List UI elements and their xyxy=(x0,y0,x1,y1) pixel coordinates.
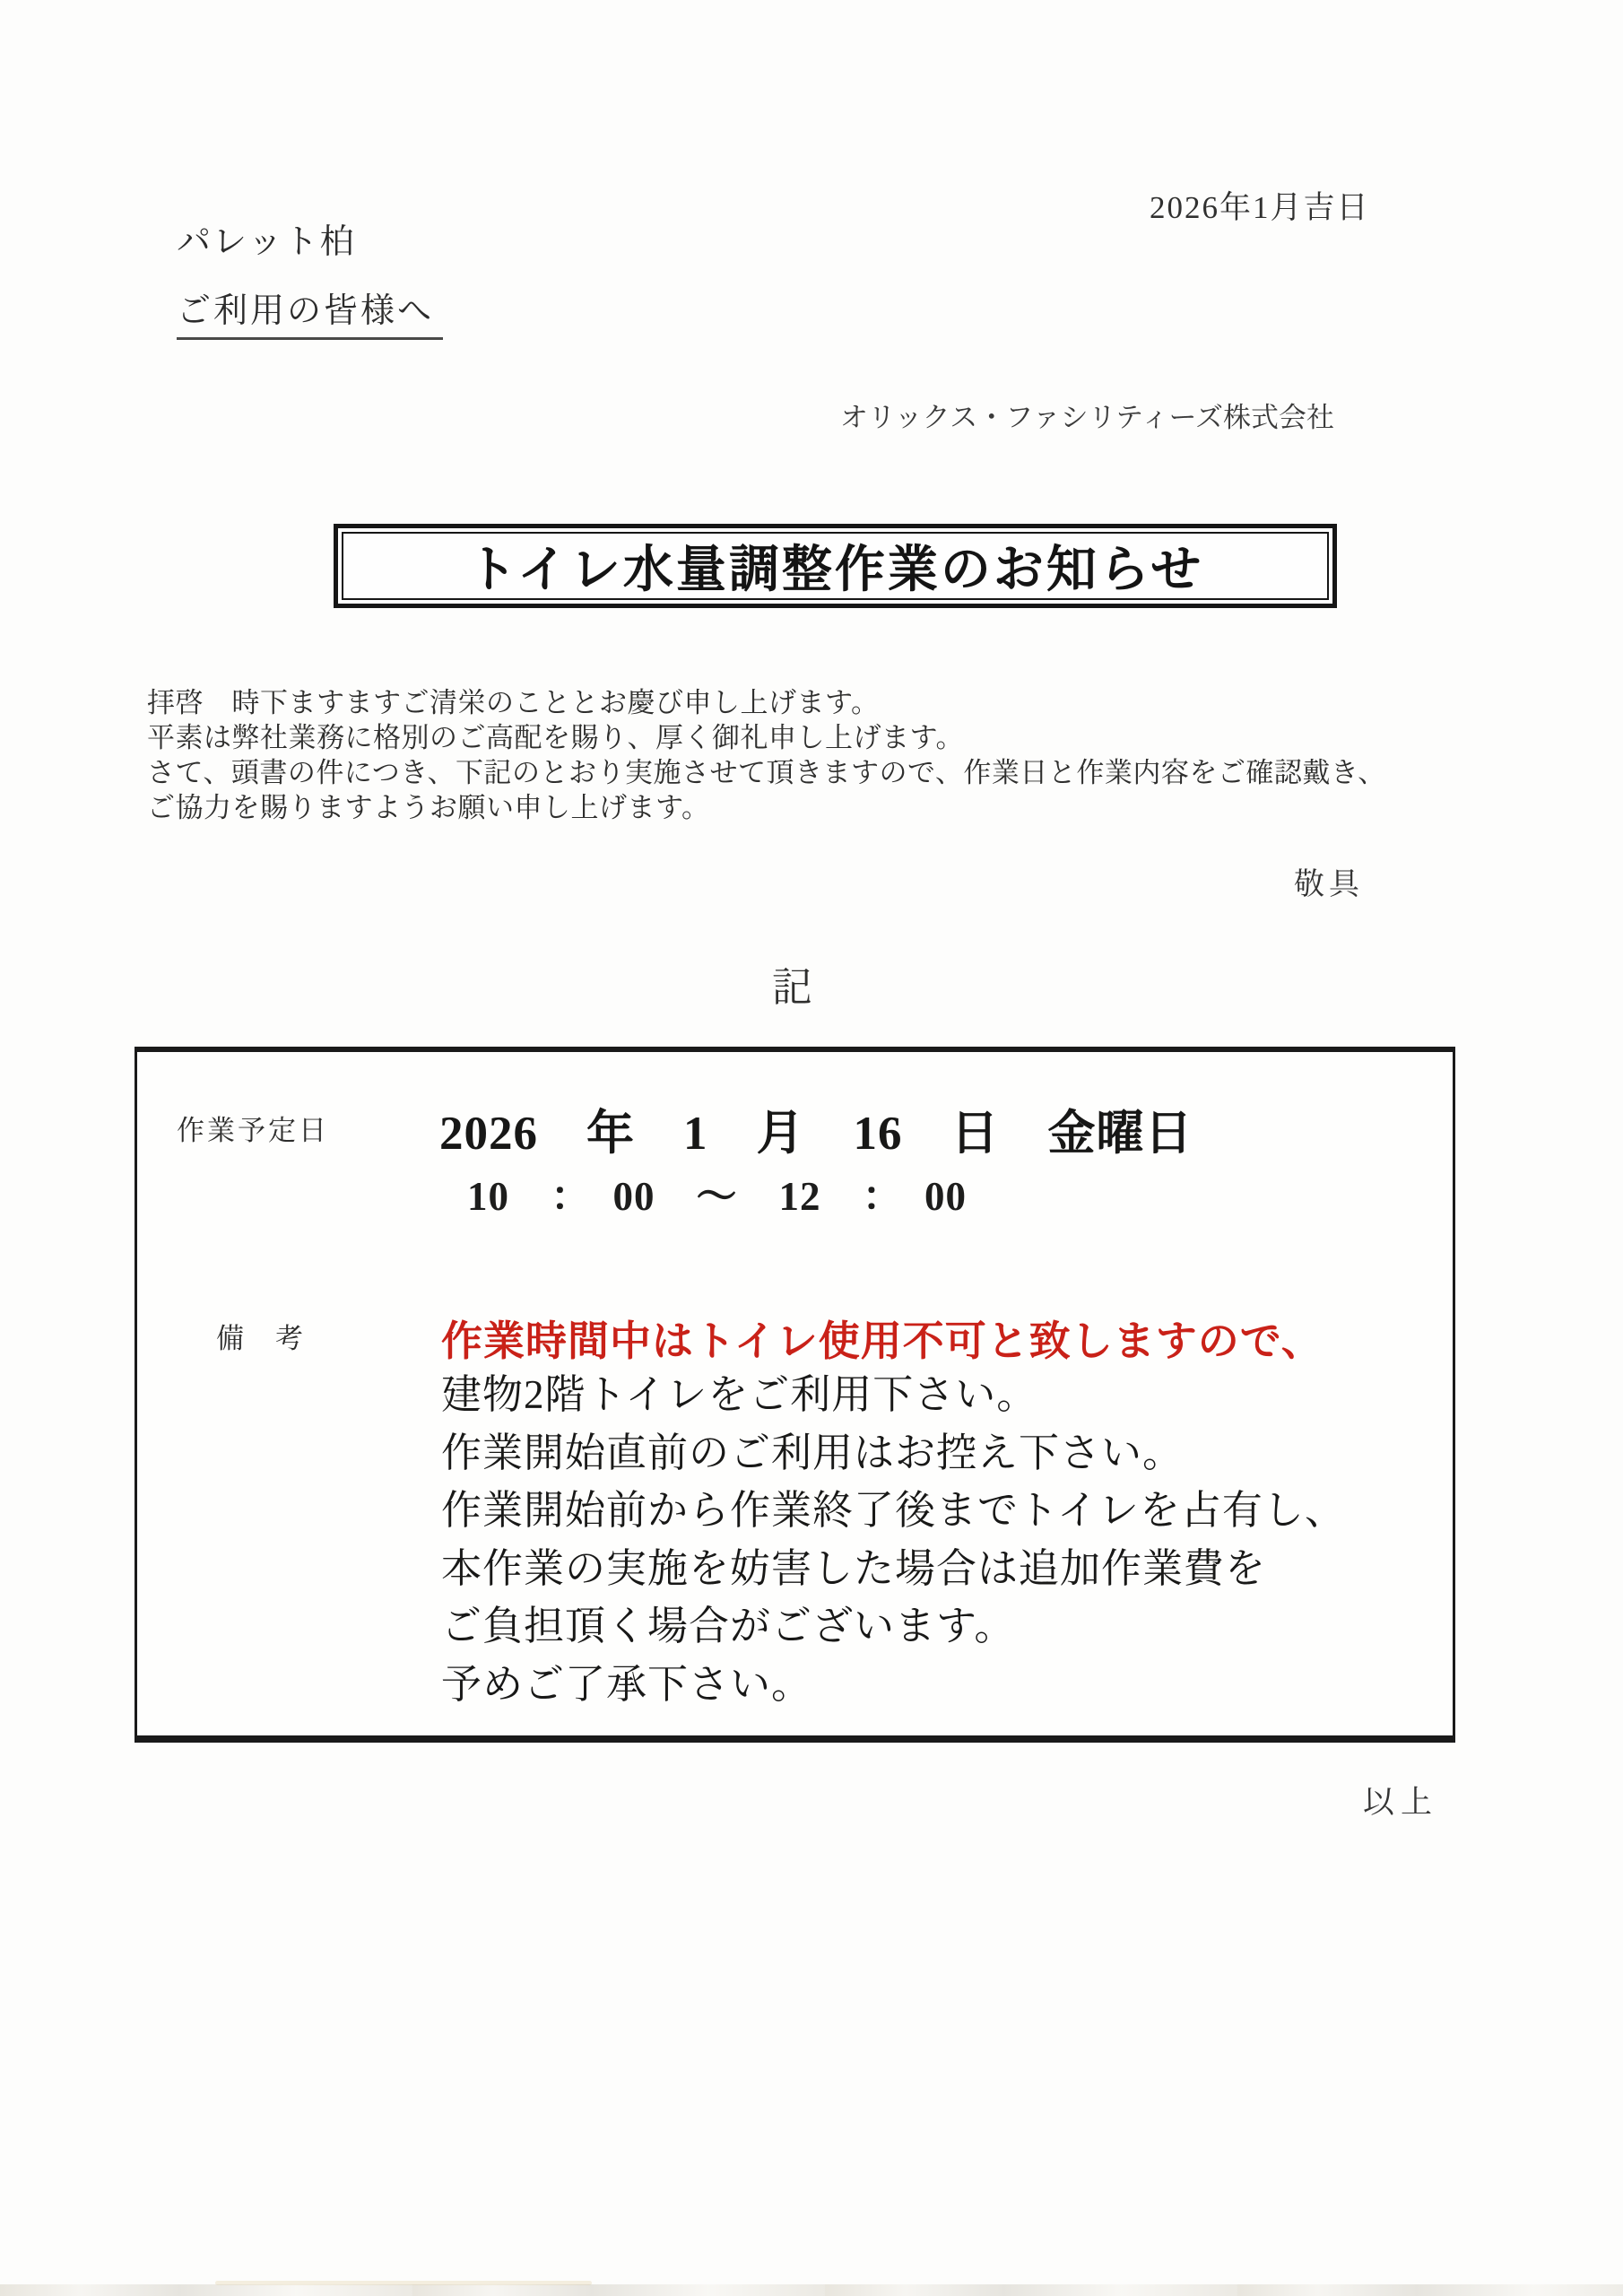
greeting-paragraph xyxy=(147,685,1386,825)
recipient-line: ご利用の皆様へ xyxy=(177,283,443,340)
remarks-line-6: 予めご了承下さい。 xyxy=(441,1661,813,1707)
greeting-line-4: ご協力を賜りますようお願い申し上げます。 xyxy=(147,792,710,823)
schedule-box xyxy=(135,1047,1455,1743)
greeting-line-2: 平素は弊社業務に格別のご高配を賜り、厚く御礼申し上げます。 xyxy=(147,722,965,753)
title-box-inner-frame xyxy=(342,532,1329,600)
schedule-time-value: 10 ： 00 ～ 12 ： 00 xyxy=(467,1174,968,1219)
closing-word: 敬具 xyxy=(1294,868,1364,901)
document-title: トイレ水量調整作業のお知らせ xyxy=(466,543,1204,598)
remarks-label: 備 考 xyxy=(216,1323,305,1354)
issue-date: 2026年1月吉日 xyxy=(1150,190,1370,225)
remarks-line-1: 建物2階トイレをご利用下さい。 xyxy=(441,1372,1038,1417)
remarks-line-4: 本作業の実施を妨害した場合は追加作業費を xyxy=(441,1545,1267,1591)
building-name: パレット柏 xyxy=(177,223,356,261)
remarks-line-5: ご負担頂く場合がございます。 xyxy=(441,1604,1016,1648)
end-marker: 以上 xyxy=(1362,1785,1438,1820)
greeting-line-3: さて、頭書の件につき、下記のとおり実施させて頂きますので、作業日と作業内容をご確認戴き、 xyxy=(147,757,1386,788)
schedule-date-value: 2026 年 1 月 16 日 金曜日 xyxy=(439,1108,1193,1160)
company-name: オリックス・ファシリティーズ株式会社 xyxy=(839,402,1334,433)
scan-edge-artifact xyxy=(0,2284,1623,2296)
schedule-date-label: 作業予定日 xyxy=(177,1115,329,1146)
remarks-line-2: 作業開始直前のご利用はお控え下さい。 xyxy=(441,1430,1185,1475)
record-marker: 記 xyxy=(772,965,815,1010)
title-box xyxy=(334,524,1337,608)
greeting-line-1: 拝啓 時下ますますご清栄のこととお慶び申し上げます。 xyxy=(147,687,880,718)
remarks-line-3: 作業開始前から作業終了後までトイレを占有し、 xyxy=(441,1488,1346,1533)
remarks-body xyxy=(441,1366,1346,1713)
remarks-highlight-line: 作業時間中はトイレ使用不可と致しますので、 xyxy=(441,1318,1324,1364)
